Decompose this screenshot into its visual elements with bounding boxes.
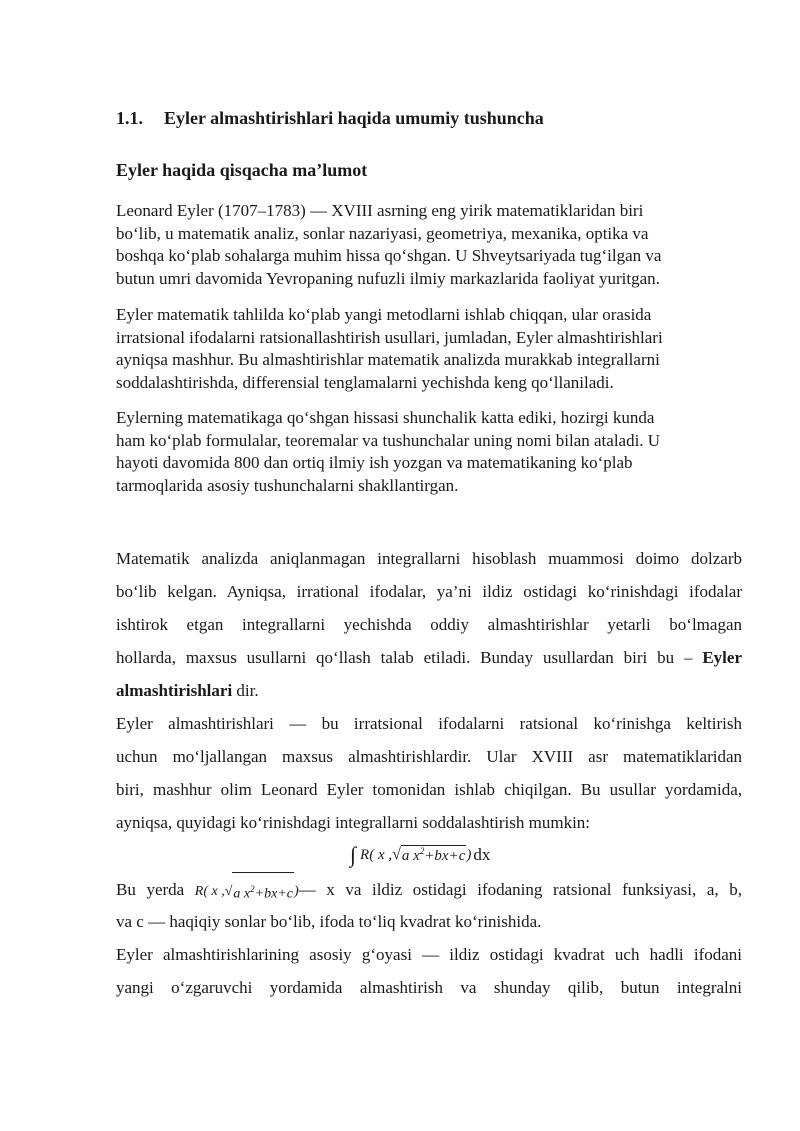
text-line: Eylerning matematikaga qo‘shgan hissasi shunchalik katta ediki, hozirgi kunda — [116, 408, 655, 427]
differential: dx — [473, 845, 491, 864]
radicand-term: +bx+c — [254, 886, 293, 902]
text-line: ayniqsa, quyidagi ko‘rinishdagi integrallarni soddalashtirish mumkin: — [116, 813, 591, 832]
text-run: hollarda, maxsus usullarni qo‘llash talab etiladi. Bunday usullardan biri bu – — [116, 648, 703, 667]
text-run: dir. — [232, 681, 259, 700]
text-line: hayoti davomida 800 dan ortiq ilmiy ish yozgan va matematikaning ko‘plab — [116, 453, 633, 472]
text-line — [116, 674, 742, 707]
text-line: tarmoqlarida asosiy tushunchalarni shakllantirgan. — [116, 475, 459, 495]
radicand-term: a x — [233, 886, 251, 902]
paragraph-legacy — [116, 407, 736, 497]
text-line: irratsional ifodalarni ratsionallashtirish usullari, jumladan, Eyler almashtirishlari — [116, 327, 663, 347]
text-line: soddalashtirishda, differensial tenglamalarni yechishda keng qo‘llaniladi. — [116, 372, 614, 392]
text-line: Eyler matematik tahlilda ko‘plab yangi metodlarni ishlab chiqqan, ular orasida — [116, 305, 652, 324]
text-line: uchun mo‘ljallangan maxsus almashtirishlardir. Ular XVIII asr matematiklaridan — [116, 747, 742, 766]
integral-formula — [350, 842, 490, 868]
emphasis-term: Eyler — [702, 648, 742, 667]
formula-suffix: ) — [293, 883, 299, 899]
text-line — [116, 641, 742, 674]
text-line: va c — haqiqiy sonlar bo‘lib, ifoda to‘liq kvadrat ko‘rinishida. — [116, 912, 542, 931]
sqrt-sign: √ — [392, 846, 401, 863]
text-line: butun umri davomida Yevropaning nufuzli ilmiy markazlarida faoliyat yuritgan. — [116, 268, 660, 288]
subsection-title: Eyler haqida qisqacha ma’lumot — [116, 160, 368, 180]
text-line: Leonard Eyler (1707–1783) — XVIII asrning eng yirik matematiklaridan biri — [116, 201, 644, 220]
text-line: Eyler almashtirishlari — bu irratsional ifodalarni ratsional ko‘rinishga keltirish — [116, 714, 742, 733]
emphasis-term: almashtirishlari — [116, 681, 233, 700]
text-run: Bu yerda — [116, 880, 195, 900]
text-line: Matematik analizda aniqlanmagan integrallarni hisoblash muammosi doimo dolzarb — [116, 549, 742, 568]
paragraph-idea — [116, 938, 742, 1004]
text-line: ham ko‘plab formulalar, teoremalar va tushunchalar uning nomi bilan ataladi. U — [116, 430, 661, 450]
paragraph-explanation — [116, 872, 742, 938]
text-line: yangi o‘zgaruvchi yordamida almashtirish va shunday qilib, butun integralni — [116, 978, 742, 997]
formula-prefix: R( x , — [194, 883, 225, 899]
text-line: bo‘lib kelgan. Ayniqsa, irrational ifodalar, ya’ni ildiz ostidagi ko‘rinishdagi ifodalar — [116, 582, 742, 601]
formula-prefix: R( x , — [360, 846, 393, 863]
text-line: ishtirok etgan integrallarni yechishda oddiy almashtirishlar yetarli bo‘lmagan — [116, 615, 742, 634]
sqrt-sign: √ — [224, 883, 233, 899]
text-run: — x va ildiz ostidagi ifodaning ratsional funksiyasi, a, b, — [298, 880, 742, 900]
text-line: ayniqsa mashhur. Bu almashtirishlar matematik analizda murakkab integrallarni — [116, 350, 660, 369]
integral-sign: ∫ — [350, 842, 357, 867]
exponent: 2 — [250, 884, 255, 894]
text-line: biri, mashhur olim Leonard Eyler tomonidan ishlab chiqilgan. Bu usullar yordamida, — [116, 780, 742, 799]
text-line — [116, 872, 742, 905]
radicand-term: +bx+c — [424, 848, 466, 864]
radicand — [401, 845, 466, 865]
section-number: 1.1. — [116, 108, 143, 128]
paragraph-methods — [116, 304, 736, 394]
radicand-term: a x — [401, 848, 420, 864]
paragraph-biography — [116, 200, 736, 290]
formula-suffix: ) — [466, 846, 472, 863]
paragraph-definition — [116, 707, 742, 839]
text-line: boshqa ko‘plab sohalarga muhim hissa qo‘shgan. U Shveytsariyada tug‘ilgan va — [116, 246, 662, 265]
text-line: Eyler almashtirishlarining asosiy g‘oyasi — ildiz ostidagi kvadrat uch hadli ifodani — [116, 945, 742, 964]
section-title: Eyler almashtirishlari haqida umumiy tushuncha — [164, 108, 544, 128]
exponent: 2 — [419, 846, 425, 856]
text-line: bo‘lib, u matematik analiz, sonlar nazariyasi, geometriya, mexanika, optika va — [116, 223, 649, 243]
paragraph-problem — [116, 542, 742, 707]
section-heading — [116, 108, 544, 129]
